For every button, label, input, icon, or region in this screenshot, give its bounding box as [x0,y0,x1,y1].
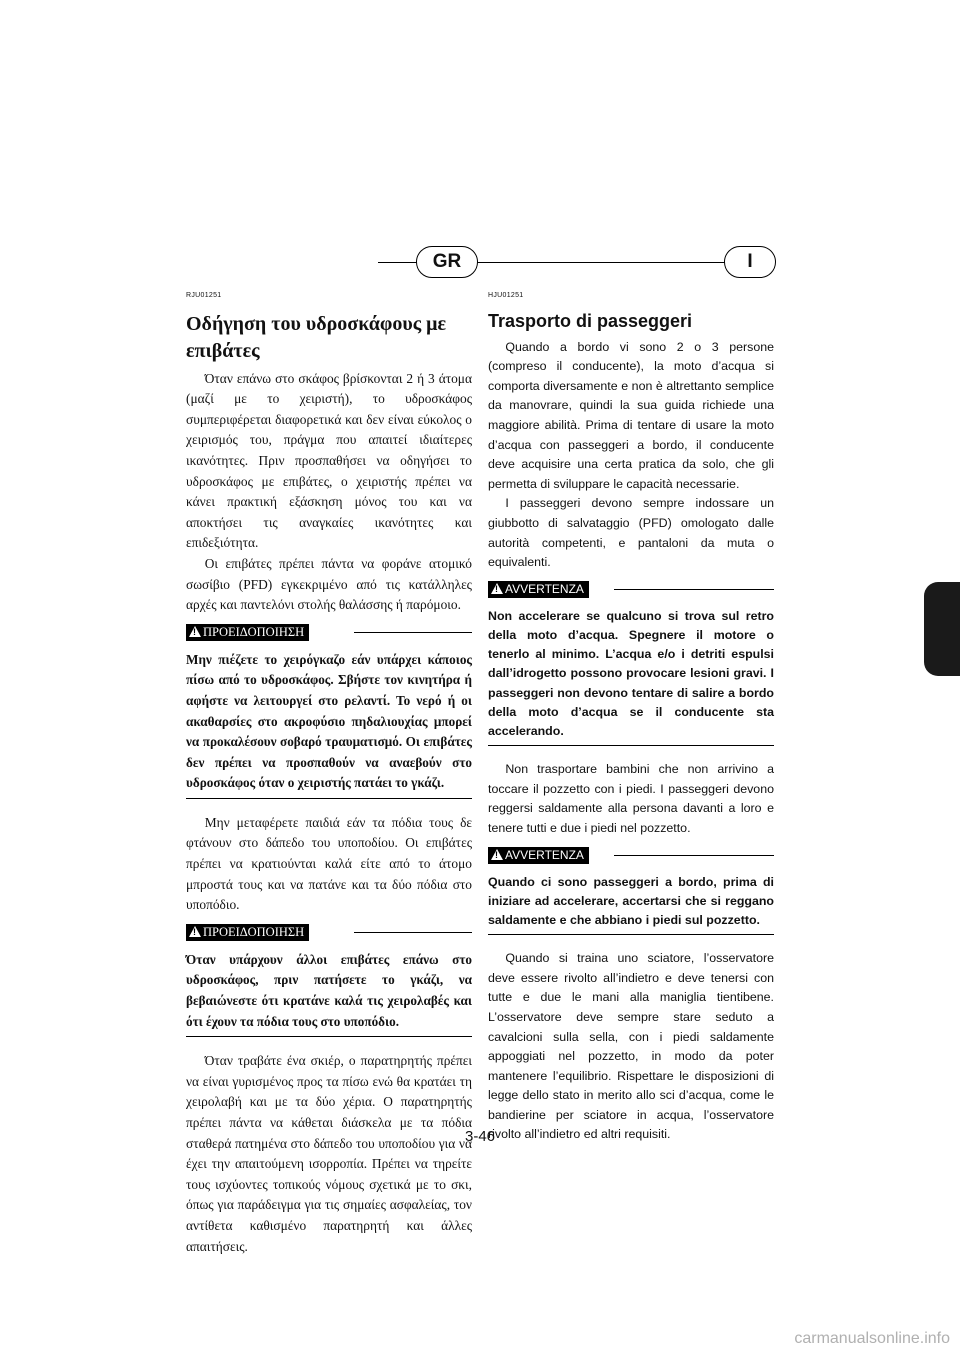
warning-triangle-icon [491,849,503,860]
paragraph: Μην μεταφέρετε παιδιά εάν τα πόδια τους δε φτάνουν στο δάπεδο του υποποδίου. Οι επιβάτες πρέπει να κρατιούνται καλά είτε από το άτομο μπροστά τους και να πατάνε και τα δύο πόδια στο υποπόδιο. [186,814,472,913]
warning-label-box [186,624,309,641]
warning-text: Non accelerare se qualcuno si trova sul retro della moto d’acqua. Spegnere il motore o tenerlo al minimo. L’acqua e/o i detriti espulsi dall’idrogetto possono provocare lesioni gravi. I passeggeri non devono tentare di salire a bordo della moto d’acqua se il conducente sta accelerando. [488,607,774,746]
warning-label: AVVERTENZA [505,847,584,862]
section-title: Trasporto di passeggeri [488,310,693,331]
paragraph: Όταν επάνω στο σκάφος βρίσκονται 2 ή 3 άτομα (μαζί με το χειριστή), το υδροσκάφος συμπεριφέρεται διαφορετικά και δεν είναι εύκολος ο χειρισμός του, πράγμα που απαιτεί ιδιαίτερες ικανότητες. Πριν προσπαθήσει να οδηγήσει το υδροσκάφος με επιβάτες, ο χειριστής πρέπει να κάνει πρακτική εξάσκηση μόνος του και να αποκτήσει τις αναγκαίες ικανότητες και επιδεξιότητα. [186,370,472,551]
warning-label: ΠΡΟΕΙΔΟΠΟΙΗΣΗ [203,924,305,939]
warning-rule [614,589,774,590]
warning-label-box [488,847,589,864]
warning-label: AVVERTENZA [505,581,584,596]
section-title: Οδήγηση του υδροσκάφους με επιβάτες [186,312,447,362]
paragraph: Quando si traina uno sciatore, l’osservatore deve essere rivolto all’indietro e deve tenersi con tutte e due le mani alla maniglia tientibene. L’osservatore deve sempre stare seduto a cavalcioni sulla sella, con i piedi saldamente appoggiati nel pozzetto, in modo da poter mantenere l’equilibrio. Rispettare le disposizioni di legge dello stato in merito allo sci d’acqua, come le bandierine per sciatore in acqua, l’osservatore rivolto all’indietro ed altri requisiti. [488,951,774,1142]
watermark-text: carmanualsonline.info [794,1330,950,1347]
warning-triangle-icon [189,926,201,937]
paragraph: I passeggeri devono sempre indossare un giubbotto di salvataggio (PFD) omologato dalle autorità competenti, e pantaloni da muta o equivalenti. [488,496,774,570]
italian-column [488,286,774,1145]
paragraph: Όταν τραβάτε ένα σκιέρ, ο παρατηρητής πρέπει να είναι γυρισμένος προς τα πίσω ενώ θα κρατάει τη χειρολαβή και με τα δύο χέρια. Ο παρατηρητής πρέπει πάντα να κάθεται διάσκελα με τα πόδια σταθερά πατημένα στο δάπεδο του υποποδίου για να έχει την απαιτούμενη ισορροπία. Πρέπει να τηρείτε τους ισχύοντες τοπικούς νόμους σχετικά με το σκι, όπως για παράδειγμα για τις σημαίες ασφαλείας, τον αντίθετα καθισμένο παρατηρητή και άλλες απαιτήσεις. [186,1053,472,1254]
paragraph: Non trasportare bambini che non arrivino a toccare il pozzetto con i piedi. I passeggeri devono reggersi saldamente alla persona davanti a loro e tenere tutti e due i piedi nel pozzetto. [488,762,774,835]
warning-text: Μην πιέζετε το χειρόγκαζο εάν υπάρχει κάποιος πίσω από το υδροσκάφος. Σβήστε τον κινητήρα ή αφήστε να λειτουργεί στο ρελαντί. Το νερό ή οι ακαθαρσίες στο ακροφύσιο πηδαλιουχίας μπορεί να προκαλέσουν σοβαρό τραυματισμό. Οι επιβάτες δεν πρέπει να προσπαθούν να αναεβούν στο υδροσκάφος όταν ο χειριστής πατάει το γκάζι. [186,650,472,799]
warning-header [186,624,472,646]
section-code: RJU01251 [186,292,222,299]
warning-label-box [186,924,309,941]
warning-rule [354,632,472,633]
warning-text: Quando ci sono passeggeri a bordo, prima di iniziare ad accelerare, accertarsi che si reggano saldamente e che abbiano i piedi sul pozzetto. [488,873,774,936]
chapter-side-tab [924,582,960,676]
warning-header [488,581,774,603]
language-badge-italian: I [724,246,776,278]
paragraph: Quando a bordo vi sono 2 o 3 persone (compreso il conducente), la moto d’acqua si comporta diversamente e non è altrettanto semplice da manovrare, quindi la sua guida richiede una maggiore abilità. Prima di tentare di usare la moto d’acqua con passeggeri a bordo, il conducente deve acquisire una certa pratica da solo, che gli permetta di sviluppare le capacità necessarie. [488,339,774,491]
warning-triangle-icon [491,583,503,594]
warning-header [186,924,472,946]
warning-text: Όταν υπάρχουν άλλοι επιβάτες επάνω στο υδροσκάφος, πριν πατήσετε το γκάζι, να βεβαιώνεστε ότι κρατάνε καλά τις χειρολαβές και ότι έχουν τα πόδια τους στο υποπόδιο. [186,950,472,1037]
warning-header [488,847,774,869]
warning-triangle-icon [189,626,201,637]
greek-column [186,286,472,1257]
language-badge-greek: GR [416,246,478,278]
section-code: HJU01251 [488,292,524,299]
page-number: 3-46 [464,1128,496,1145]
paragraph: Οι επιβάτες πρέπει πάντα να φοράνε ατομικό σωσίβιο (PFD) εγκεκριμένο από τις κατάλληλες αρχές και παντελόνι στολής θαλάσσης ή παρόμοιο. [186,555,472,613]
warning-rule [354,932,472,933]
warning-label: ΠΡΟΕΙΔΟΠΟΙΗΣΗ [203,624,305,639]
warning-label-box [488,581,589,598]
warning-rule [614,855,774,856]
